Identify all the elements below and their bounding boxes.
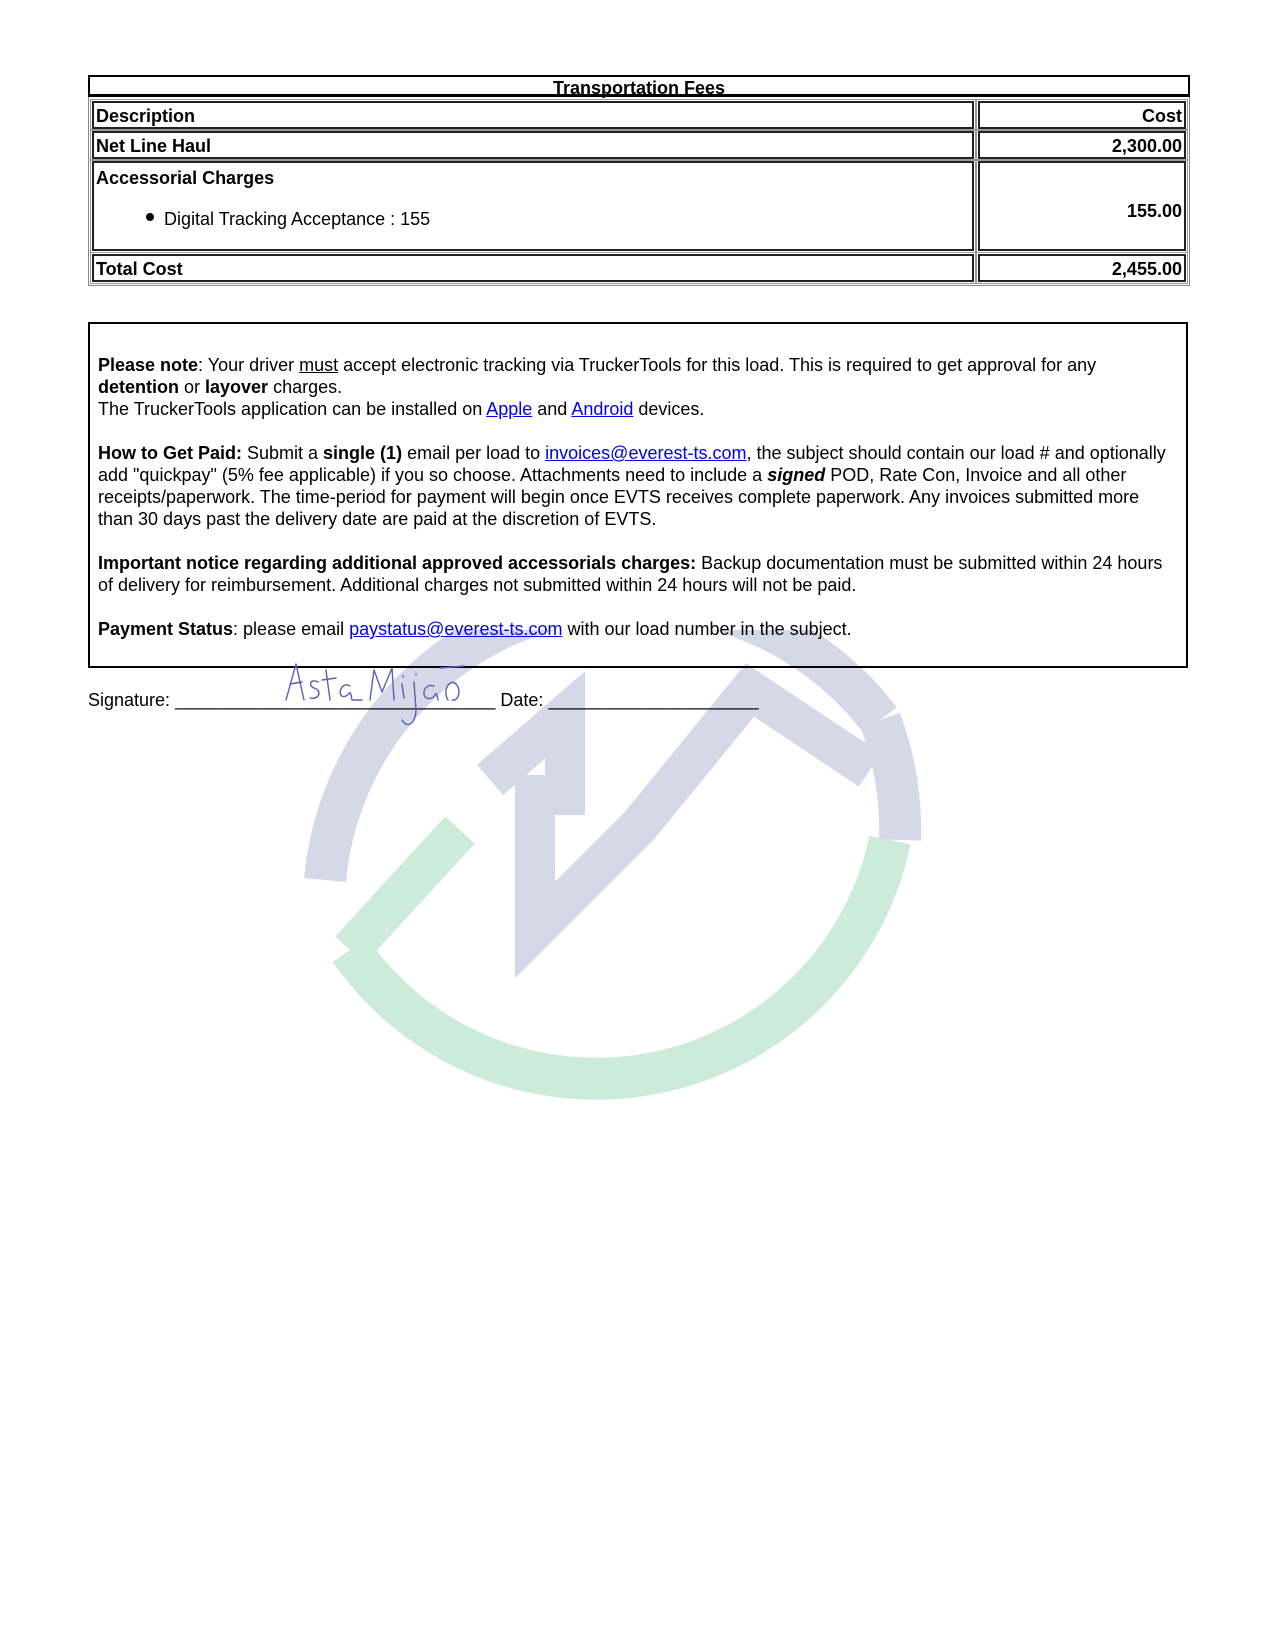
signature-blank[interactable]: ________________________________ (175, 690, 496, 710)
layover-text: layover (205, 377, 269, 397)
payment-status-paragraph (98, 618, 1178, 640)
text: email per load to (402, 443, 546, 463)
text: : please email (233, 619, 350, 639)
total-label: Total Cost (92, 254, 974, 282)
text: : Your driver (198, 355, 300, 375)
how-to-get-paid-paragraph (98, 442, 1178, 530)
invoices-email-link[interactable]: invoices@everest-ts.com (545, 443, 747, 463)
text: Backup documentation must be submitted within 24 hours of delivery for reimbursement. Additional charges not submitted within 24 hours will not be paid. (98, 553, 1163, 595)
watermark-arc-gray-right (880, 720, 900, 840)
accessorial-cost: 155.00 (978, 161, 1186, 251)
header-description: Description (92, 101, 974, 129)
accessorial-label: Accessorial Charges (96, 168, 275, 188)
fees-header-row (92, 101, 1186, 129)
text: devices. (633, 399, 705, 419)
text: Submit a (242, 443, 324, 463)
transportation-fees-table (88, 75, 1190, 286)
text: and (532, 399, 572, 419)
text: charges. (268, 377, 343, 397)
text: or (179, 377, 206, 397)
accessorials-notice-label: Important notice regarding additional approved accessorials charges: (98, 553, 697, 573)
accessorials-notice-paragraph (98, 552, 1178, 596)
please-note-label: Please note (98, 355, 199, 375)
please-note-paragraph (98, 354, 1178, 420)
watermark-green-stroke (350, 830, 460, 950)
date-label: Date: (495, 690, 549, 710)
text: The TruckerTools application can be installed on (98, 399, 487, 419)
single-text: single (1) (323, 443, 403, 463)
accessorial-item-text: Digital Tracking Acceptance : 155 (164, 209, 431, 229)
text: accept electronic tracking via TruckerTools for this load. This is required to get approval for any (338, 355, 1097, 375)
text: with our load number in the subject. (562, 619, 852, 639)
bullet-icon (146, 213, 154, 221)
payment-status-label: Payment Status (98, 619, 234, 639)
date-blank[interactable]: _____________________ (548, 690, 759, 710)
fees-title: Transportation Fees (88, 75, 1190, 97)
how-to-get-paid-label: How to Get Paid: (98, 443, 242, 463)
must-text: must (299, 355, 339, 375)
text: POD, Rate Con, Invoice and all other receipts/paperwork. The time-period for payment will begin once EVTS receives complete paperwork. Any invoices submitted more than 30 days past the delivery date are paid at the discretion of EVTS. (98, 465, 1140, 529)
accessorial-row (92, 161, 1186, 251)
header-cost: Cost (978, 101, 1186, 129)
signature-label: Signature: (88, 690, 176, 710)
apple-link[interactable]: Apple (486, 399, 533, 419)
line-haul-cost: 2,300.00 (978, 131, 1186, 159)
list-item (146, 209, 970, 230)
watermark-mountain (490, 690, 870, 930)
text: , the subject should contain our load # and optionally add "quickpay" (5% fee applicable) if you so choose. Attachments need to include a (98, 443, 1166, 485)
total-row (92, 254, 1186, 282)
accessorial-cell (92, 161, 974, 251)
detention-text: detention (98, 377, 179, 397)
total-cost: 2,455.00 (978, 254, 1186, 282)
handwritten-signature (282, 660, 472, 740)
notes-box (88, 322, 1188, 668)
line-haul-label: Net Line Haul (92, 131, 974, 159)
android-link[interactable]: Android (571, 399, 634, 419)
paystatus-email-link[interactable]: paystatus@everest-ts.com (349, 619, 563, 639)
signed-text: signed (767, 465, 826, 485)
line-haul-row (92, 131, 1186, 159)
